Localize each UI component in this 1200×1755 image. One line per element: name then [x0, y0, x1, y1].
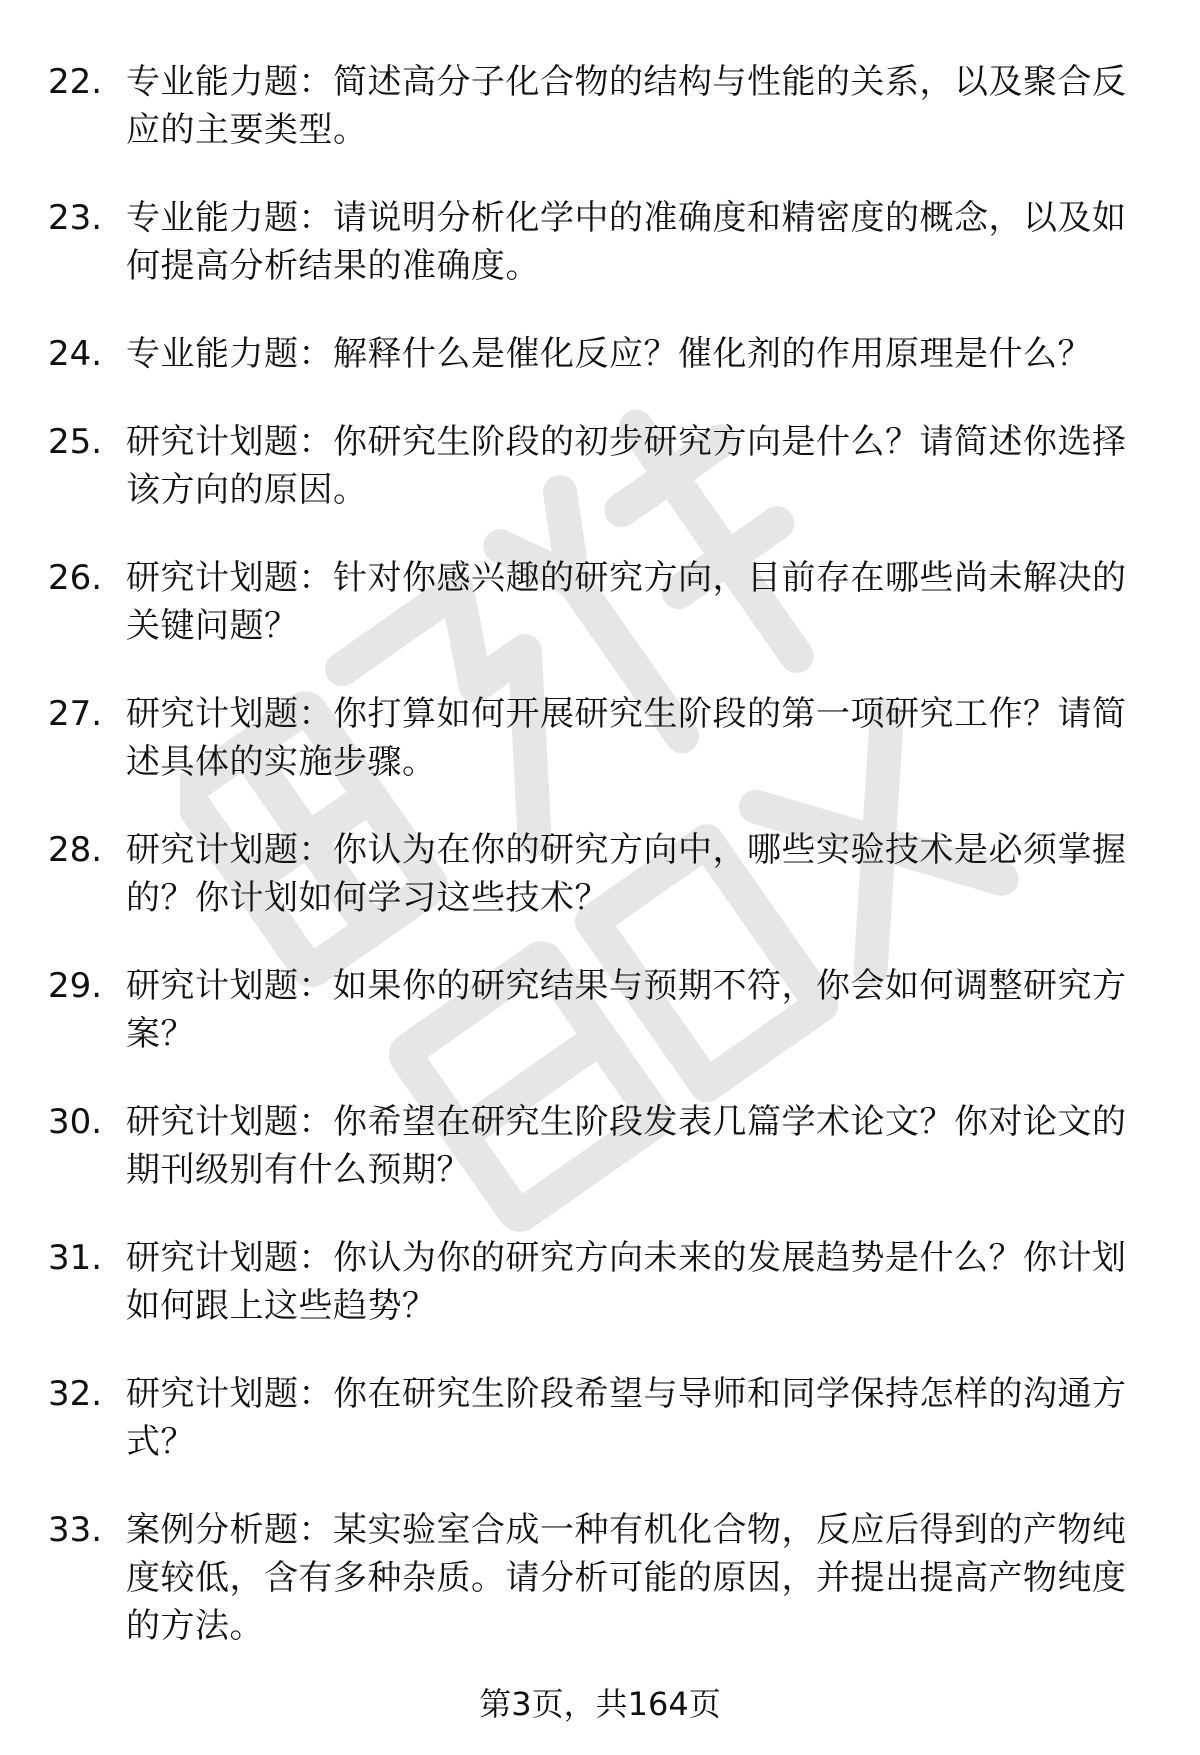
question-number: 30.: [48, 1102, 103, 1142]
list-item: [48, 1370, 1168, 1466]
list-item: [48, 194, 1168, 290]
question-list: [48, 58, 1168, 1690]
list-item: [48, 1098, 1168, 1194]
list-item: [48, 58, 1168, 154]
list-item: [48, 418, 1168, 514]
question-number: 31.: [48, 1238, 103, 1278]
question-text: 专业能力题：简述高分子化合物的结构与性能的关系，以及聚合反应的主要类型。: [126, 62, 1127, 150]
question-number: 23.: [48, 198, 103, 238]
question-number: 32.: [48, 1374, 103, 1414]
question-text: 研究计划题：针对你感兴趣的研究方向，目前存在哪些尚未解决的关键问题？: [126, 558, 1127, 646]
list-item: [48, 1234, 1168, 1330]
question-number: 28.: [48, 830, 103, 870]
list-item: [48, 690, 1168, 786]
list-item: [48, 330, 1168, 378]
question-text: 专业能力题：解释什么是催化反应？催化剂的作用原理是什么？: [126, 334, 1092, 374]
question-text: 研究计划题：你打算如何开展研究生阶段的第一项研究工作？请简述具体的实施步骤。: [126, 694, 1127, 782]
question-number: 29.: [48, 966, 103, 1006]
question-text: 研究计划题：你认为在你的研究方向中，哪些实验技术是必须掌握的？你计划如何学习这些技术？: [126, 830, 1127, 918]
question-text: 案例分析题：某实验室合成一种有机化合物，反应后得到的产物纯度较低，含有多种杂质。请分析可能的原因，并提出提高产物纯度的方法。: [126, 1510, 1127, 1646]
page-number-footer: 第3页，共164页: [479, 1685, 721, 1723]
question-text: 研究计划题：你认为你的研究方向未来的发展趋势是什么？你计划如何跟上这些趋势？: [126, 1238, 1127, 1326]
question-text: 研究计划题：你希望在研究生阶段发表几篇学术论文？你对论文的期刊级别有什么预期？: [126, 1102, 1127, 1190]
question-number: 26.: [48, 558, 103, 598]
question-number: 27.: [48, 694, 103, 734]
list-item: [48, 554, 1168, 650]
question-text: 研究计划题：你在研究生阶段希望与导师和同学保持怎样的沟通方式？: [126, 1374, 1127, 1462]
question-number: 22.: [48, 62, 103, 102]
question-number: 25.: [48, 422, 103, 462]
list-item: [48, 962, 1168, 1058]
question-number: 24.: [48, 334, 103, 374]
question-text: 专业能力题：请说明分析化学中的准确度和精密度的概念，以及如何提高分析结果的准确度。: [126, 198, 1127, 286]
question-text: 研究计划题：如果你的研究结果与预期不符，你会如何调整研究方案？: [126, 966, 1127, 1054]
question-text: 研究计划题：你研究生阶段的初步研究方向是什么？请简述你选择该方向的原因。: [126, 422, 1127, 510]
list-item: [48, 1506, 1168, 1650]
list-item: [48, 826, 1168, 922]
question-number: 33.: [48, 1510, 103, 1550]
